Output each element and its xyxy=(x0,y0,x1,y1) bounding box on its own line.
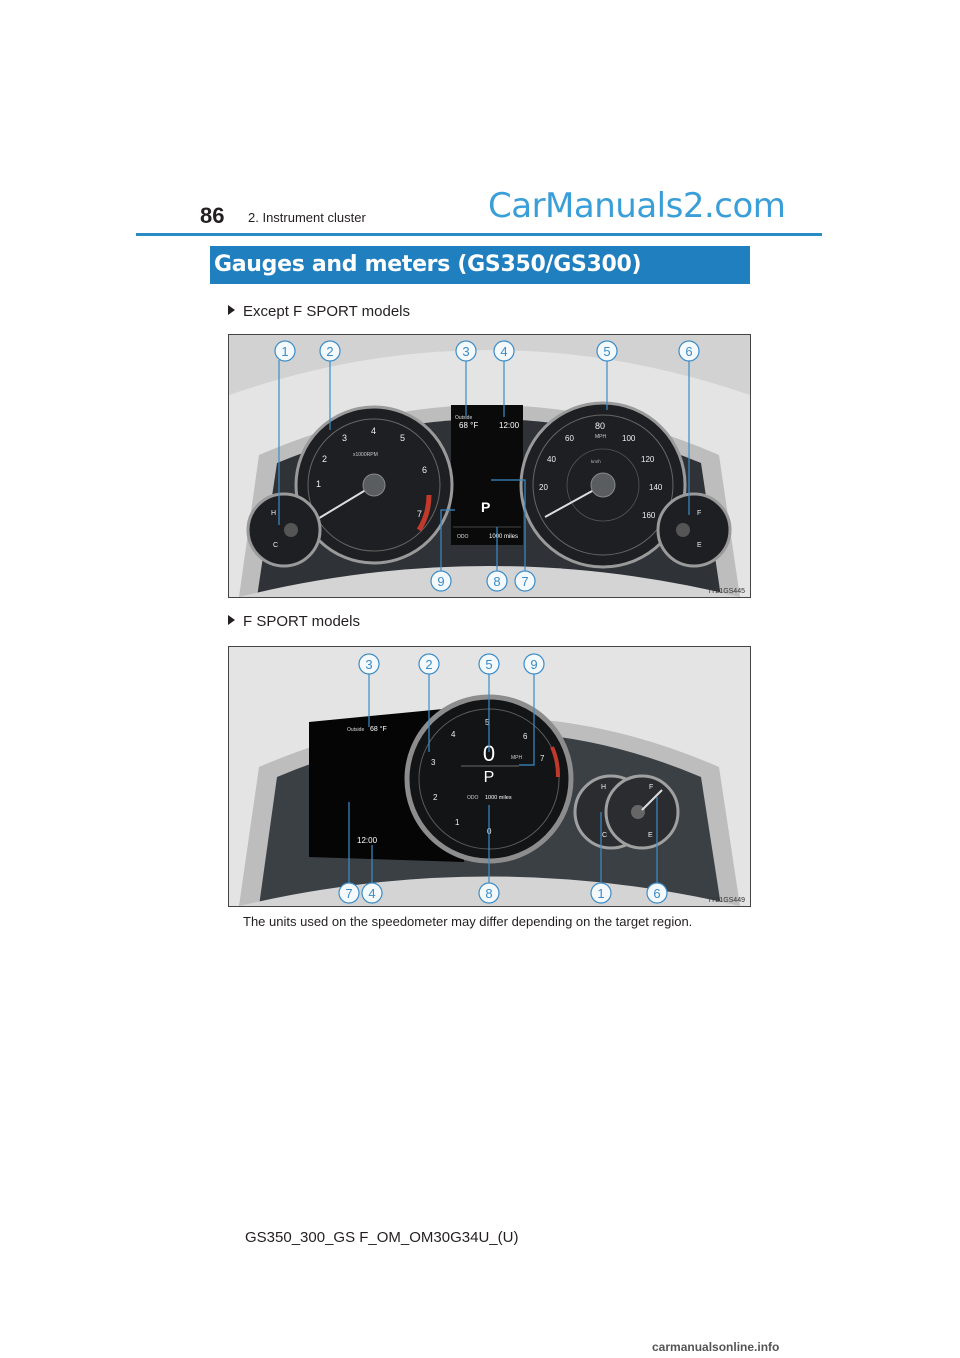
callout: 5 xyxy=(603,344,611,359)
speedo-hub xyxy=(591,473,615,497)
callout: 2 xyxy=(425,657,433,672)
temp-hot: H xyxy=(271,510,277,517)
gear-indicator: P xyxy=(481,499,491,515)
watermark-top[interactable]: CarManuals2.com xyxy=(488,186,786,226)
tach-hub xyxy=(363,474,385,496)
tach-tick: 7 xyxy=(417,509,423,519)
tach-tick: 2 xyxy=(322,454,328,464)
callout: 6 xyxy=(653,886,661,901)
gear-indicator: P xyxy=(483,769,495,786)
tach-tick: 0 xyxy=(487,827,492,836)
fuel-full: F xyxy=(697,510,702,517)
outside-temp: 68 °F xyxy=(459,421,479,430)
fuel-empty: E xyxy=(648,832,653,839)
figure-code: IY21GS449 xyxy=(708,897,745,904)
bullet-triangle-icon xyxy=(228,615,235,625)
odo-label: ODO xyxy=(457,534,469,540)
figure2-label xyxy=(228,613,360,630)
mph-unit: MPH xyxy=(595,434,607,440)
tach-tick: 1 xyxy=(316,479,322,489)
tach-tick: 5 xyxy=(400,433,406,443)
mph-tick: 140 xyxy=(649,483,663,492)
fuel-gauge xyxy=(658,494,730,566)
callout: 4 xyxy=(500,344,508,359)
tach-tick: 3 xyxy=(342,433,348,443)
watermark-bottom[interactable]: carmanualsonline.info xyxy=(652,1340,780,1354)
callout: 1 xyxy=(597,886,605,901)
outside-label: Outside xyxy=(347,727,365,733)
page-number: 86 xyxy=(200,203,225,228)
callout: 8 xyxy=(485,886,493,901)
kmh-unit: km/h xyxy=(591,459,601,464)
heading-title: Gauges and meters (GS350/GS300) xyxy=(214,252,642,277)
temp-hot: H xyxy=(601,784,607,791)
tach-tick: 4 xyxy=(371,426,377,436)
figure1-label-text: Except F SPORT models xyxy=(243,303,411,320)
tach-tick: 4 xyxy=(451,730,456,739)
mph-tick: 40 xyxy=(547,455,556,464)
tach-tick: 6 xyxy=(523,732,528,741)
callout: 2 xyxy=(326,344,334,359)
tach-tick: 3 xyxy=(431,758,436,767)
bullet-triangle-icon xyxy=(228,305,235,315)
callout: 3 xyxy=(462,344,470,359)
callout: 7 xyxy=(521,574,529,589)
heading-bar xyxy=(210,246,750,284)
caption: The units used on the speedometer may differ depending on the target region. xyxy=(243,914,693,929)
tach-tick: 1 xyxy=(455,818,460,827)
callout: 9 xyxy=(530,657,538,672)
fuel-full: F xyxy=(649,784,654,791)
callout: 3 xyxy=(365,657,373,672)
callout: 1 xyxy=(281,344,289,359)
footer-doc-id: GS350_300_GS F_OM_OM30G34U_(U) xyxy=(245,1229,519,1246)
tach-tick: 5 xyxy=(485,718,490,727)
fuel-empty: E xyxy=(697,542,702,549)
figure-fsport xyxy=(228,646,751,907)
odo-label: ODO xyxy=(467,795,479,801)
clock: 12:00 xyxy=(499,421,520,430)
digital-speed: 0 xyxy=(482,741,496,766)
callout: 5 xyxy=(485,657,493,672)
mph-tick: 160 xyxy=(642,511,656,520)
mph-tick: 20 xyxy=(539,483,548,492)
figure-except-fsport xyxy=(228,334,751,598)
tach-tick: 6 xyxy=(422,465,428,475)
figure2-label-text: F SPORT models xyxy=(243,613,360,630)
callout: 4 xyxy=(368,886,376,901)
odometer: 1000 miles xyxy=(485,795,512,801)
speed-unit: MPH xyxy=(511,755,523,761)
tach-tick: 7 xyxy=(540,754,545,763)
mph-tick: 100 xyxy=(622,434,636,443)
tach-tick: 2 xyxy=(433,793,438,802)
figure-code: IY21GS445 xyxy=(708,588,745,595)
header-rule xyxy=(136,233,822,236)
callout: 7 xyxy=(345,886,353,901)
outside-label: Outside xyxy=(455,415,473,421)
temp-cold: C xyxy=(273,542,279,549)
temp-cold: C xyxy=(602,832,608,839)
tach-unit: x1000RPM xyxy=(353,452,378,458)
mph-tick: 80 xyxy=(595,421,606,431)
odometer: 1000 miles xyxy=(489,534,519,540)
mph-tick: 120 xyxy=(641,455,655,464)
outside-temp: 68 °F xyxy=(370,726,387,733)
figure1-label xyxy=(228,303,410,320)
callout: 9 xyxy=(437,574,445,589)
section-title: 2. Instrument cluster xyxy=(248,210,366,225)
clock: 12:00 xyxy=(357,836,378,845)
callout: 6 xyxy=(685,344,693,359)
callout: 8 xyxy=(493,574,501,589)
mph-tick: 60 xyxy=(565,434,574,443)
